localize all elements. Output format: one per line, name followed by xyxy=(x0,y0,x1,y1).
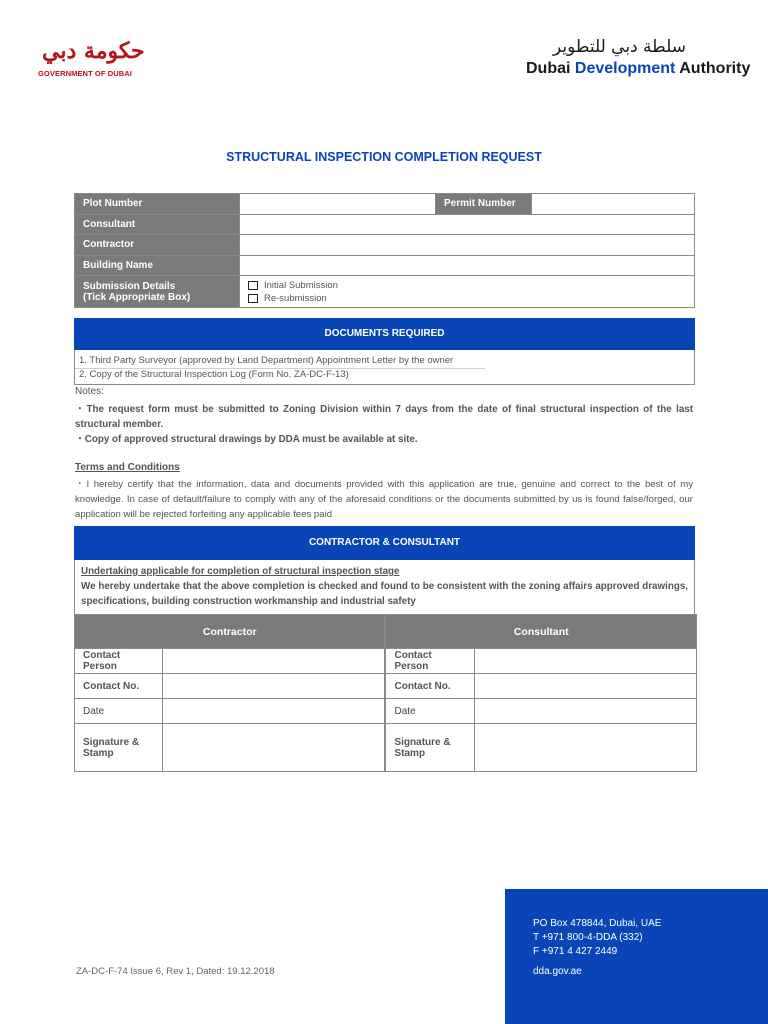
consultant-date-field[interactable] xyxy=(474,699,696,724)
initial-submission-checkbox[interactable] xyxy=(248,281,258,290)
undertaking-title: Undertaking applicable for completion of structural inspection stage xyxy=(81,566,400,577)
document-item-1: 1. Third Party Surveyor (approved by Land Department) Appointment Letter by the owner xyxy=(79,355,454,366)
re-submission-option[interactable] xyxy=(248,292,686,305)
contractor-signature-label xyxy=(75,724,163,772)
undertaking-box xyxy=(74,560,695,615)
note-item-1: ・The request form must be submitted to Zoning Division within 7 days from the date of final structural inspection of the last structural member. xyxy=(75,404,693,430)
dda-logo-word-development: Development xyxy=(574,60,676,77)
contractor-contact-no-label: Contact No. xyxy=(75,674,163,699)
contractor-contact-no-field[interactable] xyxy=(163,674,385,699)
divider xyxy=(75,368,485,369)
dda-logo xyxy=(526,36,751,84)
terms-text: ・I hereby certify that the information, data and documents provided with this application are true, genuine and correct to the best of my knowledge. In case of default/failure to comply with any of the aforesaid conditions or the documents submitted by us is found false/forged, our application will be rejected forfeiting any applicable fees paid xyxy=(75,479,693,520)
contractor-date-label: Date xyxy=(75,699,163,724)
submission-options xyxy=(240,276,695,308)
dda-logo-arabic-text: سلطة دبي للتطوير xyxy=(553,37,686,57)
plot-number-field[interactable] xyxy=(240,194,436,215)
website-link[interactable]: dda.gov.ae xyxy=(533,966,582,977)
re-submission-label: Re-submission xyxy=(264,292,327,304)
contractor-contact-person-field[interactable] xyxy=(163,649,385,674)
consultant-contact-person-label: Contact Person xyxy=(386,649,474,674)
submission-details-label xyxy=(75,276,240,308)
contractor-consultant-heading: CONTRACTOR & CONSULTANT xyxy=(74,526,695,560)
initial-submission-option[interactable] xyxy=(248,279,686,292)
tick-box-hint: (Tick Appropriate Box) xyxy=(83,291,191,303)
contact-info-box xyxy=(505,889,768,1024)
re-submission-checkbox[interactable] xyxy=(248,294,258,303)
notes-label: Notes: xyxy=(75,386,104,397)
documents-required-heading: DOCUMENTS REQUIRED xyxy=(74,318,695,350)
dda-logo-english-text xyxy=(526,58,751,80)
consultant-signature-label xyxy=(386,724,474,772)
po-box: PO Box 478844, Dubai, UAE xyxy=(533,918,662,929)
consultant-column-heading: Consultant xyxy=(386,615,697,649)
consultant-contact-no-label: Contact No. xyxy=(386,674,474,699)
contractor-column-heading: Contractor xyxy=(75,615,385,649)
building-name-label: Building Name xyxy=(75,255,240,276)
consultant-field[interactable] xyxy=(240,214,695,235)
gov-logo-english-text: GOVERNMENT OF DUBAI xyxy=(38,69,132,78)
signature-label-line-1: Signature & xyxy=(394,736,451,748)
form-title: STRUCTURAL INSPECTION COMPLETION REQUEST xyxy=(226,150,542,164)
consultant-signature-field[interactable] xyxy=(474,724,696,772)
signature-label-line-2: Stamp xyxy=(83,747,114,759)
note-item-2: ・Copy of approved structural drawings by DDA must be available at site. xyxy=(75,434,418,445)
contractor-signature-field[interactable] xyxy=(163,724,385,772)
submission-details-text: Submission Details xyxy=(83,280,176,292)
form-code: ZA-DC-F-74 Issue 6, Rev 1, Dated: 19.12.2018 xyxy=(76,966,275,977)
contractor-label: Contractor xyxy=(75,235,240,256)
document-item-2: 2. Copy of the Structural Inspection Log (Form No. ZA-DC-F-13) xyxy=(79,369,349,380)
dda-logo-word-dubai: Dubai xyxy=(526,60,571,77)
terms-title: Terms and Conditions xyxy=(75,462,180,473)
consultant-date-label: Date xyxy=(386,699,474,724)
signature-table xyxy=(74,614,697,772)
contractor-field[interactable] xyxy=(240,235,695,256)
plot-number-label: Plot Number xyxy=(75,194,240,215)
consultant-label: Consultant xyxy=(75,214,240,235)
signature-label-line-1: Signature & xyxy=(83,736,140,748)
contractor-contact-person-label: Contact Person xyxy=(75,649,163,674)
consultant-contact-no-field[interactable] xyxy=(474,674,696,699)
permit-number-field[interactable] xyxy=(532,194,695,215)
fax-number: F +971 4 427 2449 xyxy=(533,946,618,957)
contractor-date-field[interactable] xyxy=(163,699,385,724)
government-of-dubai-logo xyxy=(38,36,145,80)
dda-logo-word-authority: Authority xyxy=(679,60,751,77)
gov-logo-arabic-text: حكومة دبي xyxy=(42,38,145,64)
building-name-field[interactable] xyxy=(240,255,695,276)
project-info-table xyxy=(74,193,695,308)
initial-submission-label: Initial Submission xyxy=(264,279,338,291)
permit-number-label: Permit Number xyxy=(436,194,532,215)
signature-label-line-2: Stamp xyxy=(394,747,426,759)
documents-required-list xyxy=(74,350,695,385)
undertaking-text: We hereby undertake that the above completion is checked and found to be consistent with the zoning affairs approved drawings, specifications, building construction workmanship and industrial safety xyxy=(81,581,688,607)
consultant-contact-person-field[interactable] xyxy=(474,649,696,674)
phone-number: T +971 800-4-DDA (332) xyxy=(533,932,643,943)
